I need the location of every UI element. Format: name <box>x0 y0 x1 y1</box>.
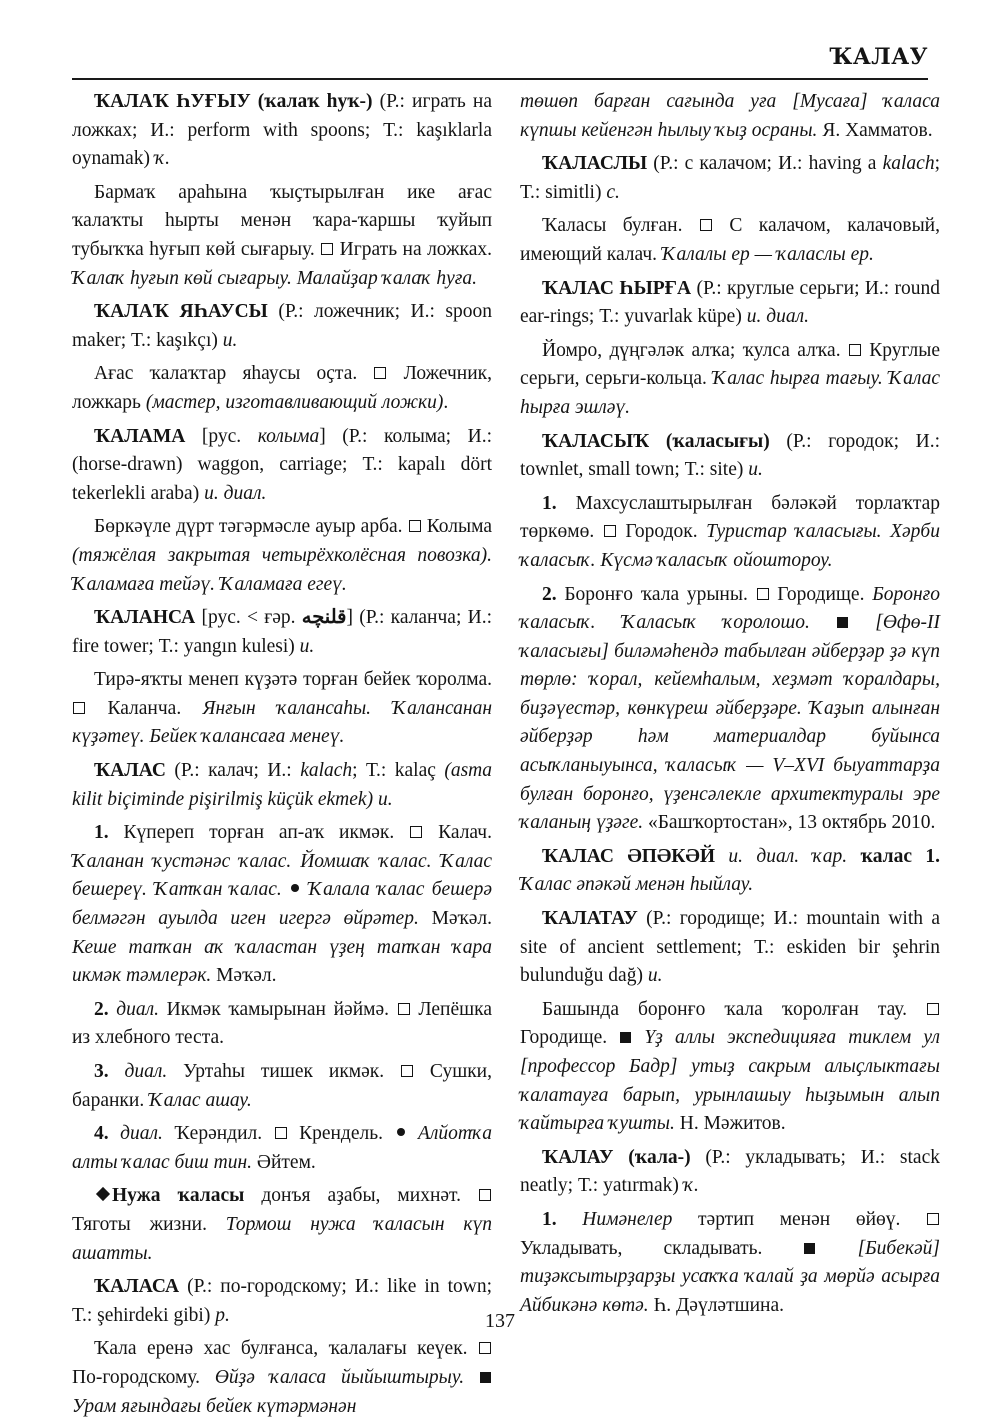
definition: Бармаҡ араһына ҡыҫтырылған ике ағас ҡалаҡты һырты менән ҡара-ҡаршы ҡуйып тубыҡҡа һуғып көй сығарыу. Играть на ложках. Ҡалаҡ һуғып көй сығарыу. Малайҙар ҡалаҡ һуға. <box>72 181 493 289</box>
header-rule <box>72 78 928 80</box>
black-square-icon <box>837 617 848 628</box>
page-number: 137 <box>485 1310 515 1332</box>
definition: Ағас ҡалаҡтар яһаусы оҫта. Ложечник, ложкарь (мастер, изготавливающий ложки). <box>72 363 492 413</box>
headword: ҠАЛАҠ ЯҺАУСЫ <box>94 301 268 323</box>
entry-kalasly: ҠАЛАСЛЫ (Р.: с калачом; И.: having a kalach; Т.: simitli) с. <box>520 153 940 203</box>
square-icon <box>700 219 712 231</box>
headword: ҠАЛАС <box>94 760 166 782</box>
square-icon <box>409 520 421 532</box>
headword: ҠАЛАС ҺЫРҒА <box>542 277 692 299</box>
definition: Тирә-яҡты менеп күҙәтә торған бейек ҡоролма. Каланча. Янғын ҡалансаһы. Ҡалансанан күҙәтеү. Бейек ҡалансаға менеү. <box>72 669 493 748</box>
arabic-word: قلنچه <box>301 607 347 629</box>
entry-kalak-hugyu: ҠАЛАҠ ҺУҒЫУ (ҡалаҡ һуҡ-) (Р.: играть на ложках; И.: perform with spoons; Т.: kaşıklarla oynamak) ҡ. <box>72 91 492 170</box>
entry-kalak-yahausy: ҠАЛАҠ ЯҺАУСЫ (Р.: ложечник; И.: spoon maker; Т.: kaşıkçı) и. <box>72 301 492 351</box>
square-icon <box>275 1127 287 1139</box>
sense-2: 2. диал. Икмәк ҡамырынан йәймә. Лепёшка из хлебного теста. <box>72 998 493 1049</box>
black-square-icon <box>480 1372 491 1383</box>
black-square-icon <box>620 1032 631 1043</box>
sense-2: 2. Боронғо ҡала урыны. Городище. Боронғо ҡаласыҡ. Ҡаласыҡ ҡоролошо. [Өфө-II ҡаласығы] биләмәһендә табылған әйберҙәр ҙә күп төрлө: ҡорал, кейемһалым, хеҙмәт ҡоралдары, биҙәүестәр, көнкүреш әйберҙәре. Ҡаҙып алынған әйберҙәр һәм материалдар буйынса асыҡланыуынса, ҡаласыҡ — V–XVI быуаттарҙа булған боронғо, үҙенсәлекле архитектуралы эре ҡаланың үҙәге. «Башҡортостан», 13 октябрь 2010. <box>520 583 940 834</box>
entry-kalasyk: ҠАЛАСЫҠ (ҡаласығы) (Р.: городок; И.: townlet, small town; Т.: site) и. <box>520 430 940 481</box>
headword: ҠАЛАСА <box>94 1276 180 1298</box>
running-head: ҠАЛАУ <box>829 44 928 70</box>
sense-3: 3. диал. Уртаһы тишек икмәк. Сушки, баранки. Ҡалас ашау. <box>72 1061 492 1111</box>
square-icon <box>479 1189 491 1201</box>
definition: Башында боронғо ҡала ҡоролған тау. Городище. Үҙ аллы экспедицияға тиклем ул [профессор Бадр] утыҙ сакрым алыҫлыктағы ҡалатауға барып, урынлашыу һыҙымын алып ҡайтырға ҡушты. Н. Мәжитов. <box>520 998 940 1135</box>
square-icon <box>604 525 616 537</box>
sense-1: 1. Махсуслаштырылған бәләкәй торлаҡтар төркөмө. Городок. Туристар ҡаласығы. Хәрби ҡаласыҡ. Күсмә ҡаласыҡ ойоштороу. <box>520 492 940 571</box>
headword: ҠАЛАМА <box>94 425 186 447</box>
sense-4: 4. диал. Ҡерәндил. Крендель. Алйотҡа алты ҡалас биш тин. Әйтем. <box>72 1123 493 1173</box>
diamond-icon <box>96 1187 110 1201</box>
definition: Ҡаласы булған. С калачом, калачовый, имеющий калач. Ҡалалы ер — ҡаласлы ер. <box>520 215 940 265</box>
headword: ҠАЛАСЫҠ (ҡаласығы) <box>542 430 770 452</box>
square-icon <box>73 702 85 714</box>
entry-kalama: ҠАЛАМА [рус. колыма] (Р.: колыма; И.: (horse-drawn) waggon, carriage; Т.: kapalı dört tekerlekli araba) и. диал. <box>72 425 492 504</box>
idiom: Нужа ҡаласы донъя аҙабы, михнәт. Тяготы жизни. Тормош нужа ҡаласын күп ашатты. <box>72 1185 492 1264</box>
black-square-icon <box>804 1243 815 1254</box>
entry-kalatau: ҠАЛАТАУ (Р.: городище; И.: mountain with a site of ancient settlement; Т.: eskiden bir şehrin bulunduğu dağ) и. <box>520 908 940 987</box>
square-icon <box>321 243 333 255</box>
entry-kalas-hyrga: ҠАЛАС ҺЫРҒА (Р.: круглые серьги; И.: round ear-rings; Т.: yuvarlak küpe) и. диал. <box>520 277 940 328</box>
bullet-icon <box>397 1128 405 1136</box>
square-icon <box>927 1213 939 1225</box>
headword: ҠАЛАС ӘПӘКӘЙ <box>542 845 716 867</box>
left-column <box>72 88 492 1421</box>
entry-kalasa: ҠАЛАСА (Р.: по-городскому; И.: like in town; Т.: şehirdeki gibi) р. <box>72 1276 492 1326</box>
continued-quote: төшөп барған сағында уға [Мусаға] ҡаласа күпшы кейенгән һылыу ҡыҙ осраны. Я. Хамматов. <box>520 91 940 141</box>
square-icon <box>757 588 769 600</box>
headword: ҠАЛАТАУ <box>542 908 638 930</box>
entry-kalas-apakai: ҠАЛАС ӘПӘКӘЙ и. диал. ҡар. ҡалас 1. Ҡалас әпәкәй менән һыйлау. <box>520 845 941 896</box>
definition: Йомро, дүңгәләк алҡа; ҡулса алҡа. Круглые серьги, серьги-кольца. Ҡалас һырға тағыу. Ҡалас һырға эшләү. <box>520 339 941 418</box>
square-icon <box>398 1003 410 1015</box>
square-icon <box>374 367 386 379</box>
right-column <box>520 88 940 1320</box>
definition: Бөркәүле дүрт тәгәрмәсле ауыр арба. Колыма (тяжёлая закрытая четырёхколёсная повозка). Ҡаламаға тейәү. Ҡаламаға егеү. <box>72 516 492 595</box>
square-icon <box>479 1342 491 1354</box>
headword: ҠАЛАҠ ҺУҒЫУ (ҡалаҡ һуҡ-) <box>94 91 373 112</box>
sense-1: 1. Күпереп торған ап-аҡ икмәк. Калач. Ҡаланан ҡустәнәс ҡалас. Йомшаҡ ҡалас. Ҡалас бешереү. Ҡатҡан ҡалас. Ҡалала ҡалас бешерә белмәгән ауылда иген игергә өйрәтер. Мәҡәл. Кеше тапҡан аҡ ҡаластан үҙең тапҡан ҡара икмәк тәмлерәк. Мәҡәл. <box>72 822 492 987</box>
entry-kalau: ҠАЛАУ (ҡала-) (Р.: укладывать; И.: stack neatly; Т.: yatırmak) ҡ. <box>520 1146 940 1197</box>
entry-kalas: ҠАЛАС (Р.: калач; И.: kalach; Т.: kalaç (asma kilit biçiminde pişirilmiş küçük ekmek) и. <box>72 760 492 810</box>
square-icon <box>410 826 422 838</box>
square-icon <box>849 344 861 356</box>
headword: ҠАЛАСЛЫ <box>542 153 648 175</box>
headword: ҠАЛАНСА <box>94 607 196 629</box>
square-icon <box>927 1003 939 1015</box>
square-icon <box>401 1065 413 1077</box>
sense-1: 1. Нимәнелер тәртип менән өйөү. Укладывать, складывать. [Бибекәй] тиҙәксытырҙарҙы усаҡҡа ҡалай ҙа мөрйә асырға Айбикәнә көтә. Һ. Дәүләтшина. <box>520 1208 940 1316</box>
headword: ҠАЛАУ (ҡала-) <box>542 1146 691 1168</box>
bullet-icon <box>291 884 299 892</box>
definition: Ҡала еренә хас булғанса, ҡалалағы кеүек. По-городскому. Өйҙә ҡаласа йыйыштырыу. Урам яғындағы бейек күтәрмәнән <box>72 1335 492 1421</box>
entry-kalansa: ҠАЛАНСА [рус. < ғәр. قلنچه] (Р.: каланча; И.: fire tower; Т.: yangın kulesi) и. <box>72 607 492 657</box>
